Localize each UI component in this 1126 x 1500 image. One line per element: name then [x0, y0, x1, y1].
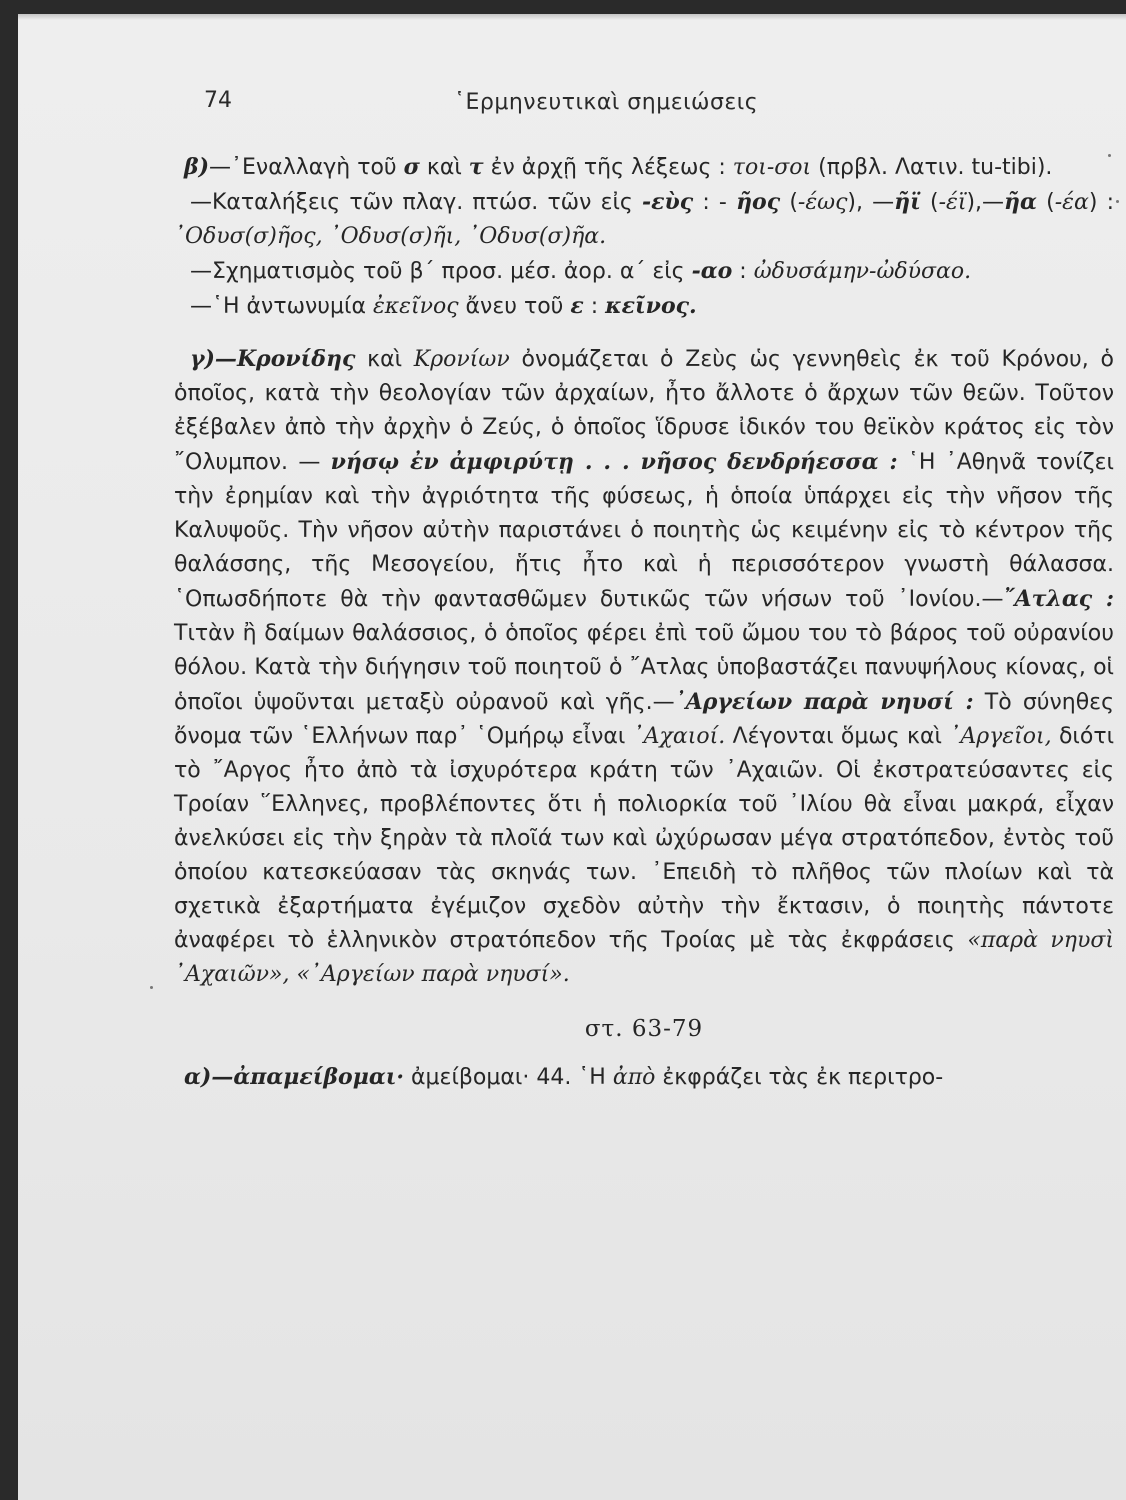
text-run: ( [780, 190, 798, 215]
lemma-apameibomai: ἀπαμείβομαι· [233, 1064, 405, 1090]
paper-speck [1116, 200, 1119, 203]
text-run: ),— [966, 190, 1005, 215]
paragraph-beta-2 [174, 185, 1114, 254]
ending-genitive-alt: -έως [797, 190, 848, 215]
text-run: —Καταλήξεις τῶν πλαγ. πτώσ. τῶν εἰς [190, 190, 642, 215]
text-run: ἄνευ τοῦ [458, 294, 571, 319]
text-run: ), — [847, 190, 895, 215]
text-run: —᾿Εναλλαγὴ τοῦ [209, 155, 404, 180]
text-run: Τιτὰν ἢ δαίμων θαλάσσιος, ὁ ὁποῖος φέρει ἐπὶ τοῦ ὤμου του τὸ βάρος τοῦ οὐρανίου θόλου. Κατὰ τὴν διήγησιν τοῦ ποιητοῦ ὁ ῎Ατλας ὑποβαστάζει πανυψήλους κίονας, οἱ ὁποῖοι ὑψοῦνται μεταξὺ οὐρανοῦ καὶ γῆς.— [174, 621, 1114, 715]
running-title: ῾Ερμηνευτικαὶ σημειώσεις [454, 90, 759, 115]
word-keinos: κεῖνος. [605, 293, 697, 319]
quoted-expressions: «παρὰ νηυσὶ ᾿Αχαιῶν», «᾿Αργείων παρὰ νηυσί». [174, 928, 1114, 987]
text-run: —῾Η ἀντωνυμία [190, 294, 373, 319]
letter-sigma: σ [403, 154, 420, 180]
text-run: ὀνομάζεται ὁ Ζεὺς ὡς γεννηθεὶς ἐκ τοῦ Κρόνου, ὁ ὁποῖος, κατὰ τὴν θεολογίαν τῶν ἀρχαίων, ἦτο ἄλλοτε ὁ ἄρχων τῶν θεῶν. Τοῦτον ἐξέβαλεν ἀπὸ τὴν ἀρχὴν ὁ Ζεύς, ὁ ὁποῖος ἵδρυσε ἰδικόν του θεϊκὸν κράτος εἰς τὸν ῎Ολυμπον. — [174, 347, 1115, 475]
paragraph-beta-1 [174, 150, 1114, 185]
page-header [18, 84, 1126, 124]
item-label-gamma: γ)— [190, 346, 237, 372]
text-run: καὶ [419, 155, 469, 180]
ending-ao: -αο [691, 258, 733, 284]
paragraph-alpha [174, 1060, 1114, 1095]
lemma-argeion: ᾿Αργείων παρὰ νηυσί : [674, 689, 974, 715]
item-label-beta: β) [184, 154, 210, 180]
paragraph-gamma [174, 342, 1114, 992]
lemma-kronides: Κρονίδης [236, 346, 356, 372]
ending-accusative: ῆα [1004, 189, 1037, 215]
text-run: ἐκφράζει τὰς ἐκ περιτρο- [655, 1065, 944, 1090]
letter-epsilon: ε [570, 293, 584, 319]
ending-genitive: ῆος [736, 189, 781, 215]
example-forms-aorist: ὠδυσάμην-ὠδύσαο. [753, 259, 972, 284]
paragraph-beta-3 [174, 254, 1114, 289]
page-edge-shadow [18, 14, 1126, 20]
word-ekeinos: ἐκεῖνος [372, 294, 459, 319]
text-run: Τὸ σύνηθες ὄνομα τῶν ῾Ελλήνων παρ᾿ ῾Ομήρῳ εἶναι [174, 690, 1114, 749]
word-kronion: Κρονίων [413, 347, 510, 372]
text-run: ( [1036, 190, 1055, 215]
item-label-alpha: α)— [184, 1064, 234, 1090]
lemma-neso: νήσῳ ἐν ἀμφιρύτῃ . . . νῆσος δενδρήεσσα : [330, 449, 898, 475]
section-heading: στ. 63-79 [584, 1016, 704, 1042]
ending-dative: ῆϊ [894, 189, 921, 215]
text-run: διότι τὸ ῎Αργος ἦτο ἀπὸ τὰ ἰσχυρότερα κράτη τῶν ᾿Αχαιῶν. Οἱ ἐκστρατεύσαντες εἰς Τροίαν ῞Ελληνες, προβλέποντες ὅτι ἡ πολιορκία τοῦ ᾿Ιλίου θὰ εἶναι μακρά, εἶχαν ἀνελκύσει εἰς τὴν ξηρὰν τὰ πλοῖά των καὶ ὠχύρωσαν μέγα στρατόπεδον, ἐντὸς τοῦ ὁποίου κατεσκεύασαν τὰς σκηνάς των. ᾿Επειδὴ τὸ πλῆθος τῶν πλοίων καὶ τὰ σχετικὰ ἐξαρτήματα ἐγέμιζον σχεδὸν αὐτὴν τὴν ἔκτασιν, ὁ ποιητὴς πάντοτε ἀναφέρει τὸ ἑλληνικὸν στρατόπεδον τῆς Τροίας μὲ τὰς ἐκφράσεις [174, 724, 1115, 953]
page-number: 74 [204, 88, 232, 113]
text-run: ῾Η ᾿Αθηνᾶ τονίζει τὴν ἐρημίαν καὶ τὴν ἀγριότητα τῆς φύσεως, ἡ ὁποία ὑπάρχει εἰς τὴν νῆσον τῆς Καλυψοῦς. Τὴν νῆσον αὐτὴν παριστάνει ὁ ποιητὴς ὡς κειμένην εἰς τὸ κέντρον τῆς θαλάσσης, τῆς Μεσογείου, ἥτις ἦτο καὶ ἡ περισσότερον γνωστὴ θάλασσα. ῾Οπωσδήποτε θὰ τὴν φαντασθῶμεν δυτικῶς τῶν νήσων τοῦ ᾿Ιονίου.— [174, 450, 1114, 612]
example-form: τοι-σοι [732, 155, 812, 180]
ending-dative-alt: -έϊ [938, 190, 967, 215]
book-page [18, 14, 1126, 1500]
commentary-body [174, 150, 1114, 1095]
text-run: καὶ [355, 347, 414, 372]
ending-accusative-alt: -έα [1054, 190, 1089, 215]
text-run: ἐν ἀρχῇ τῆς λέξεως : [483, 155, 733, 180]
lemma-atlas: ῎Ατλας : [1003, 586, 1115, 612]
text-run: —Σχηματισμὸς τοῦ β΄ προσ. μέσ. ἀορ. α΄ εἰς [190, 259, 692, 284]
paper-speck [1108, 154, 1111, 157]
text-run: : [583, 294, 606, 319]
text-run: Λέγονται ὅμως καὶ [725, 724, 950, 749]
text-run: (πρβλ. Λατιν. tu-tibi). [811, 155, 1053, 180]
word-argeioi: ᾿Αργεῖοι, [949, 724, 1052, 749]
letter-tau: τ [468, 154, 484, 180]
ending-eus: -εὺς [642, 189, 694, 215]
example-forms-odysseus: ᾿Οδυσ(σ)ῆος, ᾿Οδυσ(σ)ῆι, ᾿Οδυσ(σ)ῆα. [174, 224, 607, 249]
word-achaioi: ᾿Αχαιοί. [632, 724, 726, 749]
text-run: : [732, 259, 754, 284]
text-run: ) : [1088, 190, 1115, 215]
paper-speck [150, 986, 153, 989]
text-run: ἀμείβομαι· 44. ῾Η [404, 1065, 613, 1090]
text-run: : - [693, 190, 737, 215]
paragraph-beta-4 [174, 289, 1114, 324]
text-run: ( [920, 190, 939, 215]
word-apo: ἀπὸ [612, 1065, 656, 1090]
